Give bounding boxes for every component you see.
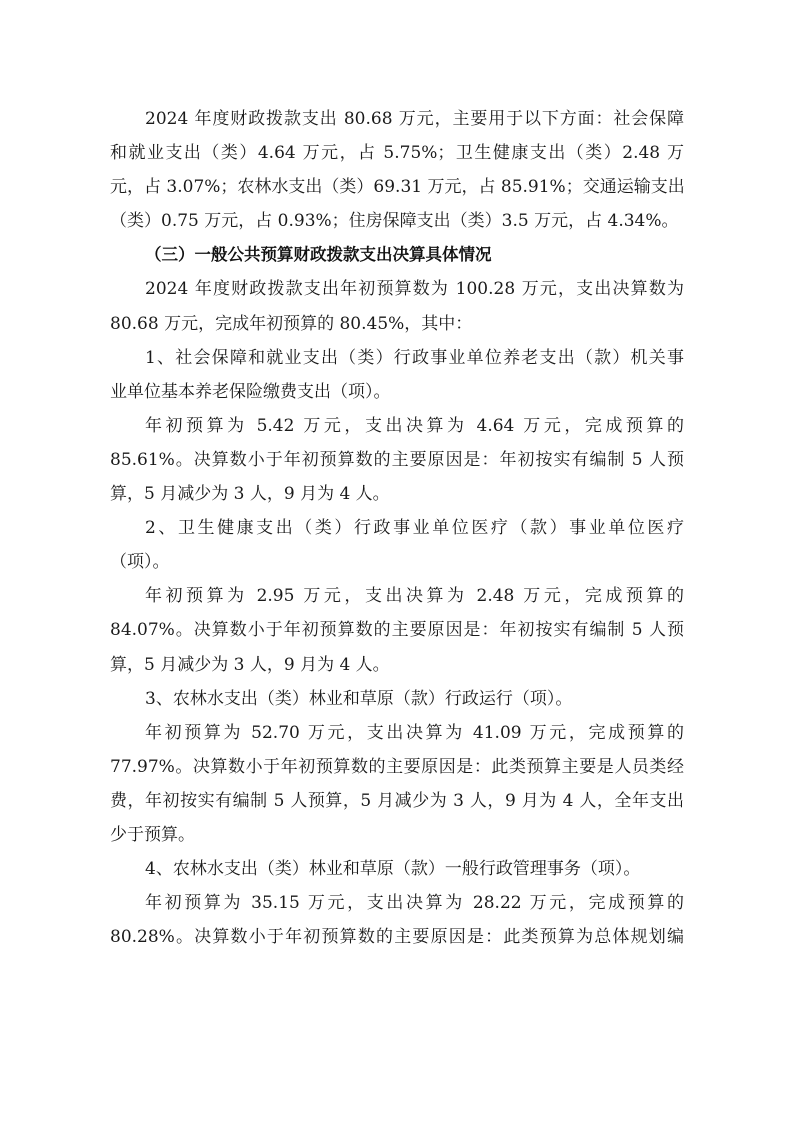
document-body (110, 102, 684, 954)
paragraph-line: 80.28%。决算数小于年初预算数的主要原因是：此类预算为总体规划编 (110, 927, 684, 948)
paragraph-line: 少于预算。 (110, 824, 195, 845)
paragraph-line: （项）。 (110, 552, 170, 573)
section-heading: （三）一般公共预算财政拨款支出决算具体情况 (145, 245, 492, 265)
paragraph-line: 2024 年度财政拨款支出 80.68 万元，主要用于以下方面：社会保障 (145, 109, 684, 129)
paragraph-line: 85.61%。决算数小于年初预算数的主要原因是：年初按实有编制 5 人预 (110, 449, 684, 470)
paragraph-line: 业单位基本养老保险缴费支出（项）。 (110, 381, 391, 402)
paragraph-line: 年初预算为 5.42 万元，支出决算为 4.64 万元，完成预算的 (145, 415, 684, 436)
paragraph-line: 2024 年度财政拨款支出年初预算数为 100.28 万元，支出决算数为 (145, 279, 684, 300)
paragraph-line: （类）0.75 万元，占 0.93%；住房保障支出（类）3.5 万元，占 4.34%。 (110, 211, 679, 232)
paragraph-line: 年初预算为 52.70 万元，支出决算为 41.09 万元，完成预算的 (145, 722, 684, 743)
paragraph-line: 77.97%。决算数小于年初预算数的主要原因是：此类预算主要是人员类经 (110, 756, 684, 777)
paragraph-line: 80.68 万元，完成年初预算的 80.45%，其中： (110, 313, 473, 334)
paragraph-line: 1、社会保障和就业支出（类）行政事业单位养老支出（款）机关事 (145, 347, 684, 368)
paragraph-line: 元，占 3.07%；农林水支出（类）69.31 万元，占 85.91%；交通运输支出 (110, 177, 685, 198)
paragraph-line: 费，年初按实有编制 5 人预算，5 月减少为 3 人，9 月为 4 人，全年支出 (110, 790, 684, 811)
paragraph-line: 算，5 月减少为 3 人，9 月为 4 人。 (110, 484, 390, 505)
paragraph-line: 和就业支出（类）4.64 万元，占 5.75%；卫生健康支出（类）2.48 万 (110, 143, 684, 164)
paragraph-line: 年初预算为 2.95 万元，支出决算为 2.48 万元，完成预算的 (145, 586, 684, 607)
paragraph-line: 算，5 月减少为 3 人，9 月为 4 人。 (110, 654, 390, 675)
paragraph-line: 年初预算为 35.15 万元，支出决算为 28.22 万元，完成预算的 (145, 893, 684, 914)
paragraph-line: 4、农林水支出（类）林业和草原（款）一般行政管理事务（项）。 (145, 859, 641, 880)
paragraph-line: 2、卫生健康支出（类）行政事业单位医疗（款）事业单位医疗 (145, 518, 684, 539)
paragraph-line: 84.07%。决算数小于年初预算数的主要原因是：年初按实有编制 5 人预 (110, 620, 684, 641)
paragraph-line: 3、农林水支出（类）林业和草原（款）行政运行（项）。 (145, 688, 573, 709)
